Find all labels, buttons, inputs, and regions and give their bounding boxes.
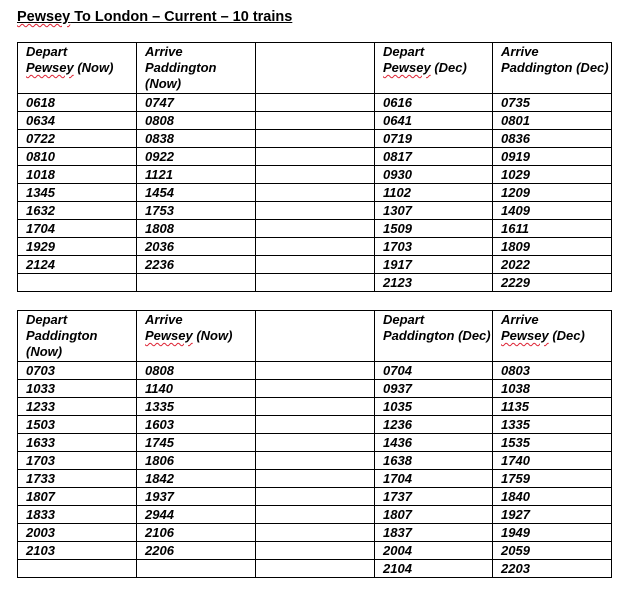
time-cell: 2059 <box>493 542 612 560</box>
time-cell: 1807 <box>375 506 493 524</box>
time-cell: 1840 <box>493 488 612 506</box>
column-header: Depart Paddington (Dec) <box>375 311 493 362</box>
time-cell: 2944 <box>137 506 256 524</box>
time-cell: 1807 <box>18 488 137 506</box>
time-cell: 1029 <box>493 166 612 184</box>
column-header: Depart Paddington (Now) <box>18 311 137 362</box>
time-cell: 1033 <box>18 380 137 398</box>
time-cell: 2124 <box>18 256 137 274</box>
time-cell: 1038 <box>493 380 612 398</box>
column-header <box>256 43 375 94</box>
time-cell <box>18 274 137 292</box>
table-row <box>18 94 612 112</box>
time-cell: 0838 <box>137 130 256 148</box>
time-cell: 2106 <box>137 524 256 542</box>
time-cell: 2103 <box>18 542 137 560</box>
time-cell <box>256 452 375 470</box>
title-pewsey: Pewsey <box>17 9 71 25</box>
table-row <box>18 506 612 524</box>
time-cell: 0634 <box>18 112 137 130</box>
time-cell: 1638 <box>375 452 493 470</box>
time-cell <box>256 148 375 166</box>
time-cell: 0930 <box>375 166 493 184</box>
time-cell: 1121 <box>137 166 256 184</box>
time-cell: 1837 <box>375 524 493 542</box>
time-cell: 1307 <box>375 202 493 220</box>
time-cell: 1703 <box>18 452 137 470</box>
table-row <box>18 362 612 380</box>
time-cell: 1454 <box>137 184 256 202</box>
time-cell <box>256 542 375 560</box>
time-cell: 0618 <box>18 94 137 112</box>
time-cell: 2022 <box>493 256 612 274</box>
time-cell: 1209 <box>493 184 612 202</box>
time-cell: 1135 <box>493 398 612 416</box>
column-header <box>375 43 493 94</box>
time-cell: 1703 <box>375 238 493 256</box>
time-cell <box>256 166 375 184</box>
time-cell: 0616 <box>375 94 493 112</box>
table-row <box>18 542 612 560</box>
time-cell: 1704 <box>18 220 137 238</box>
time-cell: 0719 <box>375 130 493 148</box>
time-cell: 1611 <box>493 220 612 238</box>
time-cell <box>256 524 375 542</box>
time-cell <box>256 184 375 202</box>
time-cell: 1632 <box>18 202 137 220</box>
column-header: Arrive Paddington (Now) <box>137 43 256 94</box>
time-cell: 1759 <box>493 470 612 488</box>
time-cell: 1436 <box>375 434 493 452</box>
time-cell: 2123 <box>375 274 493 292</box>
time-cell <box>256 470 375 488</box>
time-cell: 1509 <box>375 220 493 238</box>
header-line: Arrive <box>145 312 183 327</box>
table-row <box>18 166 612 184</box>
table-row <box>18 202 612 220</box>
pewsey-to-london-table <box>17 42 612 292</box>
time-cell: 1035 <box>375 398 493 416</box>
time-cell <box>256 506 375 524</box>
time-cell: 1704 <box>375 470 493 488</box>
header-suffix: (Dec) <box>430 60 467 75</box>
time-cell: 1535 <box>493 434 612 452</box>
time-cell <box>137 274 256 292</box>
time-cell <box>256 256 375 274</box>
time-cell: 0735 <box>493 94 612 112</box>
time-cell: 1345 <box>18 184 137 202</box>
column-header <box>493 311 612 362</box>
london-to-pewsey-table <box>17 310 612 578</box>
time-cell: 0810 <box>18 148 137 166</box>
time-cell: 1745 <box>137 434 256 452</box>
time-cell <box>256 274 375 292</box>
table-row <box>18 416 612 434</box>
time-cell: 1102 <box>375 184 493 202</box>
table-row <box>18 398 612 416</box>
time-cell: 1737 <box>375 488 493 506</box>
time-cell <box>256 416 375 434</box>
time-cell: 0808 <box>137 112 256 130</box>
time-cell: 0703 <box>18 362 137 380</box>
column-header <box>137 311 256 362</box>
time-cell: 2036 <box>137 238 256 256</box>
time-cell <box>256 560 375 578</box>
column-header: Arrive Paddington (Dec) <box>493 43 612 94</box>
time-cell: 1753 <box>137 202 256 220</box>
header-place: Pewsey <box>383 60 431 75</box>
time-cell <box>137 560 256 578</box>
time-cell: 1140 <box>137 380 256 398</box>
time-cell: 2236 <box>137 256 256 274</box>
time-cell: 0836 <box>493 130 612 148</box>
time-cell: 1806 <box>137 452 256 470</box>
time-cell: 2203 <box>493 560 612 578</box>
time-cell: 0641 <box>375 112 493 130</box>
header-place: Pewsey <box>501 328 549 343</box>
time-cell: 1917 <box>375 256 493 274</box>
time-cell: 1927 <box>493 506 612 524</box>
table-row <box>18 560 612 578</box>
time-cell: 1335 <box>137 398 256 416</box>
header-suffix: (Dec) <box>548 328 585 343</box>
time-cell: 1833 <box>18 506 137 524</box>
table-row <box>18 380 612 398</box>
time-cell: 0919 <box>493 148 612 166</box>
header-row <box>18 311 612 362</box>
time-cell: 1740 <box>493 452 612 470</box>
time-cell: 0937 <box>375 380 493 398</box>
time-cell: 0808 <box>137 362 256 380</box>
time-cell: 0747 <box>137 94 256 112</box>
table-row <box>18 256 612 274</box>
time-cell: 1842 <box>137 470 256 488</box>
table-row <box>18 274 612 292</box>
time-cell <box>256 112 375 130</box>
column-header <box>256 311 375 362</box>
time-cell: 1503 <box>18 416 137 434</box>
header-suffix: (Now) <box>73 60 114 75</box>
time-cell: 0722 <box>18 130 137 148</box>
time-cell <box>256 238 375 256</box>
table-row <box>18 488 612 506</box>
time-cell: 1233 <box>18 398 137 416</box>
time-cell: 1937 <box>137 488 256 506</box>
time-cell: 0817 <box>375 148 493 166</box>
table-row <box>18 452 612 470</box>
header-place: Pewsey <box>26 60 74 75</box>
time-cell: 1409 <box>493 202 612 220</box>
time-cell: 2229 <box>493 274 612 292</box>
header-line: Depart <box>383 44 425 59</box>
time-cell: 1949 <box>493 524 612 542</box>
time-cell <box>18 560 137 578</box>
header-line: Arrive <box>501 312 539 327</box>
time-cell <box>256 434 375 452</box>
time-cell: 2004 <box>375 542 493 560</box>
table-row <box>18 434 612 452</box>
time-cell <box>256 380 375 398</box>
time-cell <box>256 362 375 380</box>
time-cell: 1929 <box>18 238 137 256</box>
time-cell: 1808 <box>137 220 256 238</box>
table-row <box>18 470 612 488</box>
time-cell <box>256 130 375 148</box>
time-cell: 1018 <box>18 166 137 184</box>
title-rest: To London – Current – 10 trains <box>70 9 293 25</box>
time-cell <box>256 398 375 416</box>
column-header <box>18 43 137 94</box>
table-row <box>18 238 612 256</box>
header-line: Depart <box>26 44 68 59</box>
time-cell <box>256 220 375 238</box>
time-cell: 0801 <box>493 112 612 130</box>
time-cell <box>256 94 375 112</box>
time-cell: 1236 <box>375 416 493 434</box>
time-cell: 2104 <box>375 560 493 578</box>
time-cell: 1733 <box>18 470 137 488</box>
header-place: Pewsey <box>145 328 193 343</box>
time-cell: 1335 <box>493 416 612 434</box>
table-row <box>18 220 612 238</box>
document-title <box>17 9 292 25</box>
time-cell: 1809 <box>493 238 612 256</box>
table-row <box>18 148 612 166</box>
table-row <box>18 130 612 148</box>
table-row <box>18 112 612 130</box>
time-cell: 0803 <box>493 362 612 380</box>
time-cell: 2206 <box>137 542 256 560</box>
table-row <box>18 184 612 202</box>
time-cell <box>256 488 375 506</box>
time-cell: 0704 <box>375 362 493 380</box>
header-suffix: (Now) <box>192 328 233 343</box>
time-cell: 2003 <box>18 524 137 542</box>
header-row <box>18 43 612 94</box>
time-cell: 1603 <box>137 416 256 434</box>
time-cell <box>256 202 375 220</box>
time-cell: 1633 <box>18 434 137 452</box>
table-row <box>18 524 612 542</box>
time-cell: 0922 <box>137 148 256 166</box>
